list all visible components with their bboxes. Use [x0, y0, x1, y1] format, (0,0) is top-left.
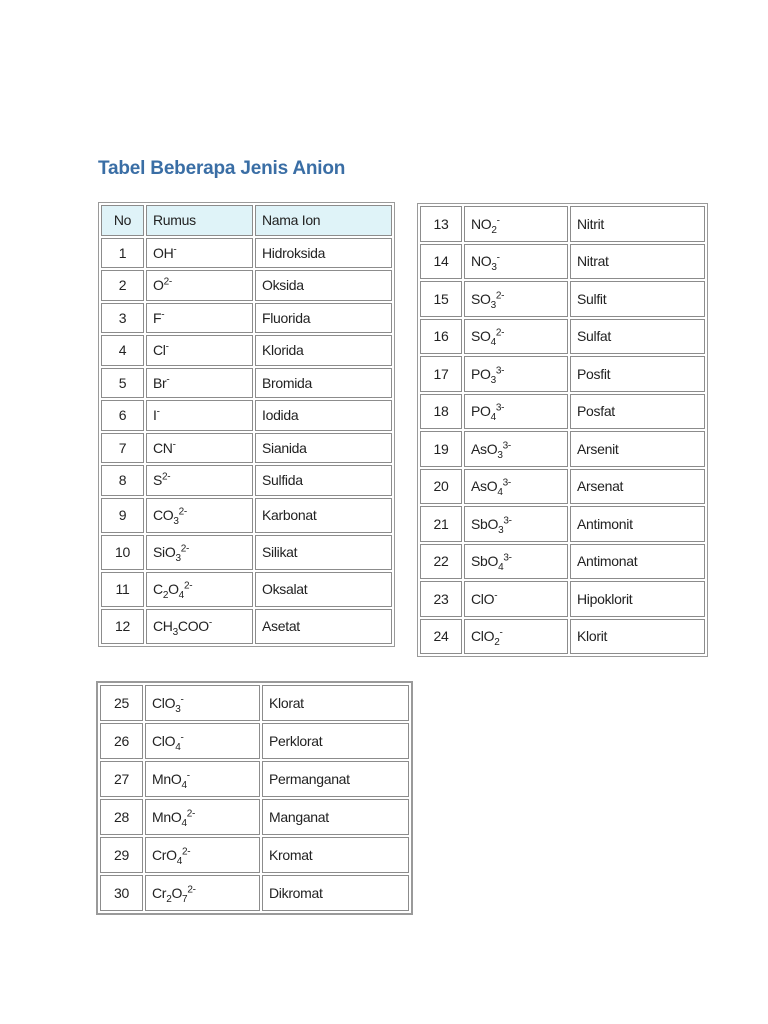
formula-cell	[146, 535, 253, 570]
formula-text: CO	[153, 507, 174, 523]
table-row	[420, 244, 705, 280]
formula-subscript: 4	[175, 741, 181, 753]
formula-cell	[146, 465, 253, 496]
formula-subscript: 4	[176, 855, 183, 867]
formula-subscript: 3	[173, 515, 179, 527]
formula-cell	[145, 723, 260, 759]
formula-charge: -	[186, 770, 190, 782]
formula-subscript: 4	[498, 562, 504, 574]
formula-charge: -	[156, 406, 160, 418]
formula-text: NO	[471, 253, 492, 270]
formula-cell	[146, 368, 253, 399]
ion-name: Asetat	[255, 609, 392, 644]
ion-name: Klorat	[262, 685, 409, 721]
table-row	[101, 303, 392, 334]
row-number: 19	[420, 431, 462, 467]
table-row	[101, 609, 392, 644]
table-row	[101, 498, 392, 533]
formula-text: Cl	[153, 342, 166, 359]
table-row	[101, 335, 392, 366]
formula-charge: 2-	[182, 846, 191, 858]
table-row	[100, 875, 409, 911]
formula-charge: -	[166, 374, 170, 386]
ion-name: Klorida	[255, 335, 392, 366]
ion-name: Permanganat	[262, 761, 409, 797]
formula-charge: 2-	[162, 471, 171, 483]
ion-name: Arsenat	[570, 469, 705, 505]
ion-name: Kromat	[262, 837, 409, 873]
ion-name: Sulfat	[570, 319, 705, 355]
ion-name: Hidroksida	[255, 238, 392, 269]
ion-name: Nitrat	[570, 244, 705, 280]
row-number: 30	[100, 875, 143, 911]
row-number: 9	[101, 498, 144, 533]
table-row	[101, 400, 392, 431]
ion-name: Sianida	[255, 433, 392, 464]
formula-cell	[464, 206, 568, 242]
ion-name: Oksalat	[255, 572, 392, 607]
table-row	[420, 506, 705, 542]
formula-cell	[145, 685, 260, 721]
formula-charge: -	[173, 244, 177, 256]
table-row	[100, 723, 409, 759]
formula-charge: 2-	[495, 290, 505, 302]
row-number: 12	[101, 609, 144, 644]
header-nama-ion: Nama Ion	[255, 205, 392, 236]
formula-text: CH	[153, 618, 173, 634]
formula-text: ClO	[152, 733, 176, 749]
formula-text: AsO	[471, 478, 498, 495]
formula-subscript: 3	[490, 374, 496, 386]
formula-subscript: 2	[491, 224, 497, 236]
formula-charge: -	[499, 627, 503, 639]
formula-subscript: 3	[490, 299, 496, 311]
row-number: 4	[101, 335, 144, 366]
row-number: 18	[420, 394, 462, 430]
formula-text: ClO	[152, 695, 176, 711]
formula-cell	[464, 506, 568, 542]
row-number: 2	[101, 270, 144, 301]
table-row	[420, 319, 705, 355]
formula-text: SO	[471, 328, 491, 345]
formula-text: SiO	[153, 544, 176, 560]
ion-name: Perklorat	[262, 723, 409, 759]
formula-text: OH	[153, 244, 174, 261]
table-row	[101, 270, 392, 301]
row-number: 16	[420, 319, 462, 355]
ion-name: Sulfida	[255, 465, 392, 496]
formula-subscript: 3	[498, 524, 504, 536]
formula-cell	[464, 281, 568, 317]
table-row	[100, 685, 409, 721]
table-row	[101, 572, 392, 607]
formula-text: SbO	[471, 515, 499, 532]
ion-name: Silikat	[255, 535, 392, 570]
formula-charge: 2-	[495, 327, 505, 339]
formula-charge: 3-	[502, 440, 511, 452]
formula-charge: -	[208, 617, 212, 629]
formula-cell	[146, 609, 253, 644]
row-number: 5	[101, 368, 144, 399]
ion-name: Posfit	[570, 356, 705, 392]
formula-text: MnO	[152, 771, 182, 787]
header-rumus: Rumus	[146, 205, 253, 236]
formula-subscript: 4	[178, 589, 184, 601]
formula-charge: 2-	[187, 884, 196, 896]
ion-name: Sulfit	[570, 281, 705, 317]
row-number: 28	[100, 799, 143, 835]
formula-cell	[464, 431, 568, 467]
formula-charge: -	[496, 252, 500, 264]
formula-charge: -	[161, 309, 165, 321]
ion-name: Posfat	[570, 394, 705, 430]
formula-text: NO	[471, 215, 492, 232]
formula-charge: 3-	[495, 365, 505, 377]
formula-cell	[145, 837, 260, 873]
formula-subscript: 4	[497, 487, 503, 499]
row-number: 26	[100, 723, 143, 759]
formula-cell	[145, 875, 260, 911]
formula-subscript: 4	[181, 817, 187, 829]
formula-cell	[146, 433, 253, 464]
formula-subscript: 2	[494, 637, 500, 649]
ion-name: Iodida	[255, 400, 392, 431]
formula-charge: -	[172, 439, 176, 451]
formula-subscript: 4	[490, 412, 496, 424]
formula-cell	[146, 335, 253, 366]
row-number: 20	[420, 469, 462, 505]
formula-charge: 2-	[178, 506, 187, 518]
formula-text: CN	[153, 439, 173, 456]
ion-name: Oksida	[255, 270, 392, 301]
formula-charge: 2-	[186, 808, 196, 820]
formula-cell	[464, 319, 568, 355]
formula-text: SbO	[471, 553, 499, 570]
ion-name: Arsenit	[570, 431, 705, 467]
table-row	[100, 761, 409, 797]
table-row	[420, 544, 705, 580]
row-number: 6	[101, 400, 144, 431]
row-number: 17	[420, 356, 462, 392]
formula-subscript: 3	[175, 552, 181, 564]
row-number: 14	[420, 244, 462, 280]
row-number: 23	[420, 581, 462, 617]
formula-cell	[464, 581, 568, 617]
formula-subscript: 3	[172, 626, 178, 638]
formula-cell	[146, 270, 253, 301]
table-row	[420, 619, 705, 655]
row-number: 1	[101, 238, 144, 269]
table-row	[101, 465, 392, 496]
formula-cell	[146, 400, 253, 431]
row-number: 7	[101, 433, 144, 464]
table-row	[420, 356, 705, 392]
formula-text: PO	[471, 365, 491, 382]
anion-table-1-12	[98, 202, 395, 647]
formula-text: ClO	[471, 628, 495, 645]
ion-name: Klorit	[570, 619, 705, 655]
formula-subscript: 4	[490, 337, 496, 349]
ion-name: Karbonat	[255, 498, 392, 533]
formula-text: F	[153, 309, 162, 326]
table-row	[420, 394, 705, 430]
row-number: 11	[101, 572, 144, 607]
table-header-row	[101, 205, 392, 236]
formula-charge: 2-	[163, 276, 172, 288]
row-number: 29	[100, 837, 143, 873]
formula-cell	[464, 619, 568, 655]
formula-cell	[146, 238, 253, 269]
formula-text: Br	[153, 374, 167, 391]
formula-text: I	[153, 407, 157, 424]
table-row	[100, 799, 409, 835]
formula-text: ClO	[471, 590, 495, 607]
formula-text: SO	[471, 290, 491, 307]
row-number: 13	[420, 206, 462, 242]
formula-text: O	[153, 277, 164, 294]
formula-subscript: 3	[175, 703, 181, 715]
formula-text: CrO	[152, 847, 177, 863]
row-number: 21	[420, 506, 462, 542]
formula-subscript: 2	[162, 589, 169, 601]
row-number: 24	[420, 619, 462, 655]
table-row	[420, 281, 705, 317]
formula-cell	[145, 799, 260, 835]
table-row	[101, 368, 392, 399]
formula-charge: -	[180, 732, 184, 744]
formula-charge: 3-	[503, 515, 512, 527]
table-row	[100, 837, 409, 873]
ion-name: Bromida	[255, 368, 392, 399]
anion-table-25-30	[96, 681, 413, 915]
formula-cell	[145, 761, 260, 797]
formula-subscript: 7	[182, 893, 188, 905]
ion-name: Fluorida	[255, 303, 392, 334]
formula-subscript: 3	[497, 449, 503, 461]
formula-charge: 3-	[495, 402, 505, 414]
row-number: 3	[101, 303, 144, 334]
formula-charge: 2-	[183, 580, 193, 592]
ion-name: Antimonit	[570, 506, 705, 542]
formula-charge: 2-	[180, 543, 190, 555]
formula-subscript: 2	[166, 893, 172, 905]
formula-cell	[146, 572, 253, 607]
row-number: 10	[101, 535, 144, 570]
formula-text: PO	[471, 403, 491, 420]
formula-cell	[464, 356, 568, 392]
ion-name: Nitrit	[570, 206, 705, 242]
formula-subscript: 3	[491, 262, 497, 274]
row-number: 22	[420, 544, 462, 580]
table-row	[420, 431, 705, 467]
ion-name: Antimonat	[570, 544, 705, 580]
formula-charge: -	[494, 590, 498, 602]
table-row	[101, 535, 392, 570]
formula-subscript: 4	[181, 779, 187, 791]
formula-cell	[464, 469, 568, 505]
row-number: 27	[100, 761, 143, 797]
table-row	[101, 433, 392, 464]
formula-charge: 3-	[502, 477, 511, 489]
formula-cell	[464, 544, 568, 580]
formula-text: MnO	[152, 809, 182, 825]
formula-cell	[146, 498, 253, 533]
formula-text: O	[171, 885, 183, 901]
ion-name: Dikromat	[262, 875, 409, 911]
row-number: 8	[101, 465, 144, 496]
header-no: No	[101, 205, 144, 236]
row-number: 15	[420, 281, 462, 317]
formula-charge: 3-	[503, 552, 512, 564]
formula-text: COO	[177, 618, 209, 634]
page-title: Tabel Beberapa Jenis Anion	[98, 158, 346, 179]
formula-text: O	[168, 581, 179, 597]
table-row	[420, 581, 705, 617]
formula-charge: -	[165, 341, 169, 353]
ion-name: Manganat	[262, 799, 409, 835]
ion-name: Hipoklorit	[570, 581, 705, 617]
formula-cell	[464, 394, 568, 430]
formula-cell	[464, 244, 568, 280]
formula-charge: -	[180, 694, 184, 706]
table-row	[101, 238, 392, 269]
formula-text: Cr	[152, 885, 167, 901]
anion-table-13-24	[417, 203, 708, 657]
formula-text: C	[153, 581, 163, 597]
table-row	[420, 469, 705, 505]
row-number: 25	[100, 685, 143, 721]
table-row	[420, 206, 705, 242]
formula-charge: -	[496, 215, 500, 227]
formula-cell	[146, 303, 253, 334]
formula-text: AsO	[471, 440, 498, 457]
formula-text: S	[153, 472, 163, 489]
